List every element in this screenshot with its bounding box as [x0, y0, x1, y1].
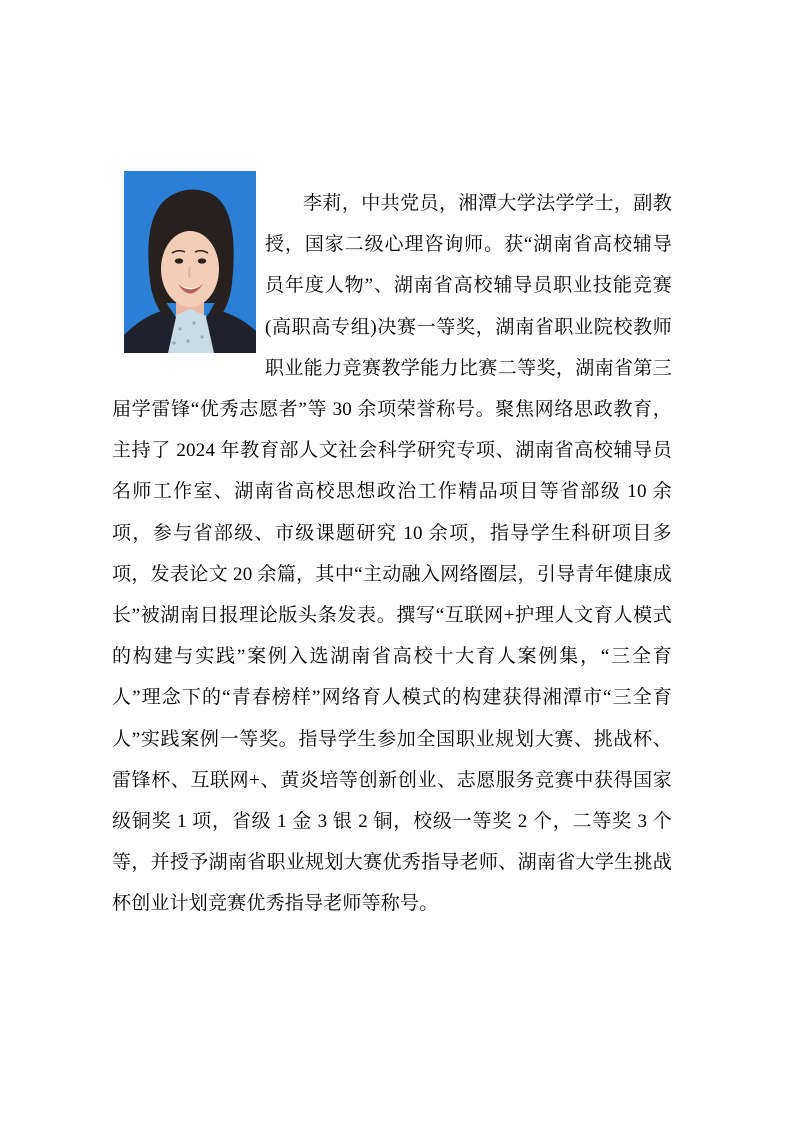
portrait-photo: [124, 171, 256, 353]
bio-paragraph: 李莉，中共党员，湘潭大学法学学士，副教授，国家二级心理咨询师。获“湖南省高校辅导员年度人物”、湖南省高校辅导员职业技能竞赛(高职高专组)决赛一等奖，湖南省职业院校教师职业能力竞赛教学能力比赛二等奖，湖南省第三届学雷锋“优秀志愿者”等 30 余项荣誉称号。聚焦网络思政教育，主持了 2024 年教育部人文社会科学研究专项、湖南省高校辅导员名师工作室、湖南省高校思想政治工作精品项目等省部级 10 余项，参与省部级、市级课题研究 10 余项，指导学生科研项目多项，发表论文 20 余篇，其中“主动融入网络圈层，引导青年健康成长”被湖南日报理论版头条发表。撰写“互联网+护理人文育人模式的构建与实践”案例入选湖南省高校十大育人案例集，“三全育人”理念下的“青春榜样”网络育人模式的构建获得湘潭市“三全育人”实践案例一等奖。指导学生参加全国职业规划大赛、挑战杯、雷锋杯、互联网+、黄炎培等创新创业、志愿服务竞赛中获得国家级铜奖 1 项，省级 1 金 3 银 2 铜，校级一等奖 2 个，二等奖 3 个等，并授予湖南省职业规划大赛优秀指导老师、湖南省大学生挑战杯创业计划竞赛优秀指导老师等称号。: [112, 193, 672, 915]
left-eye: [175, 258, 183, 263]
portrait-photo-graphic: [124, 171, 256, 353]
right-eye: [198, 258, 206, 263]
